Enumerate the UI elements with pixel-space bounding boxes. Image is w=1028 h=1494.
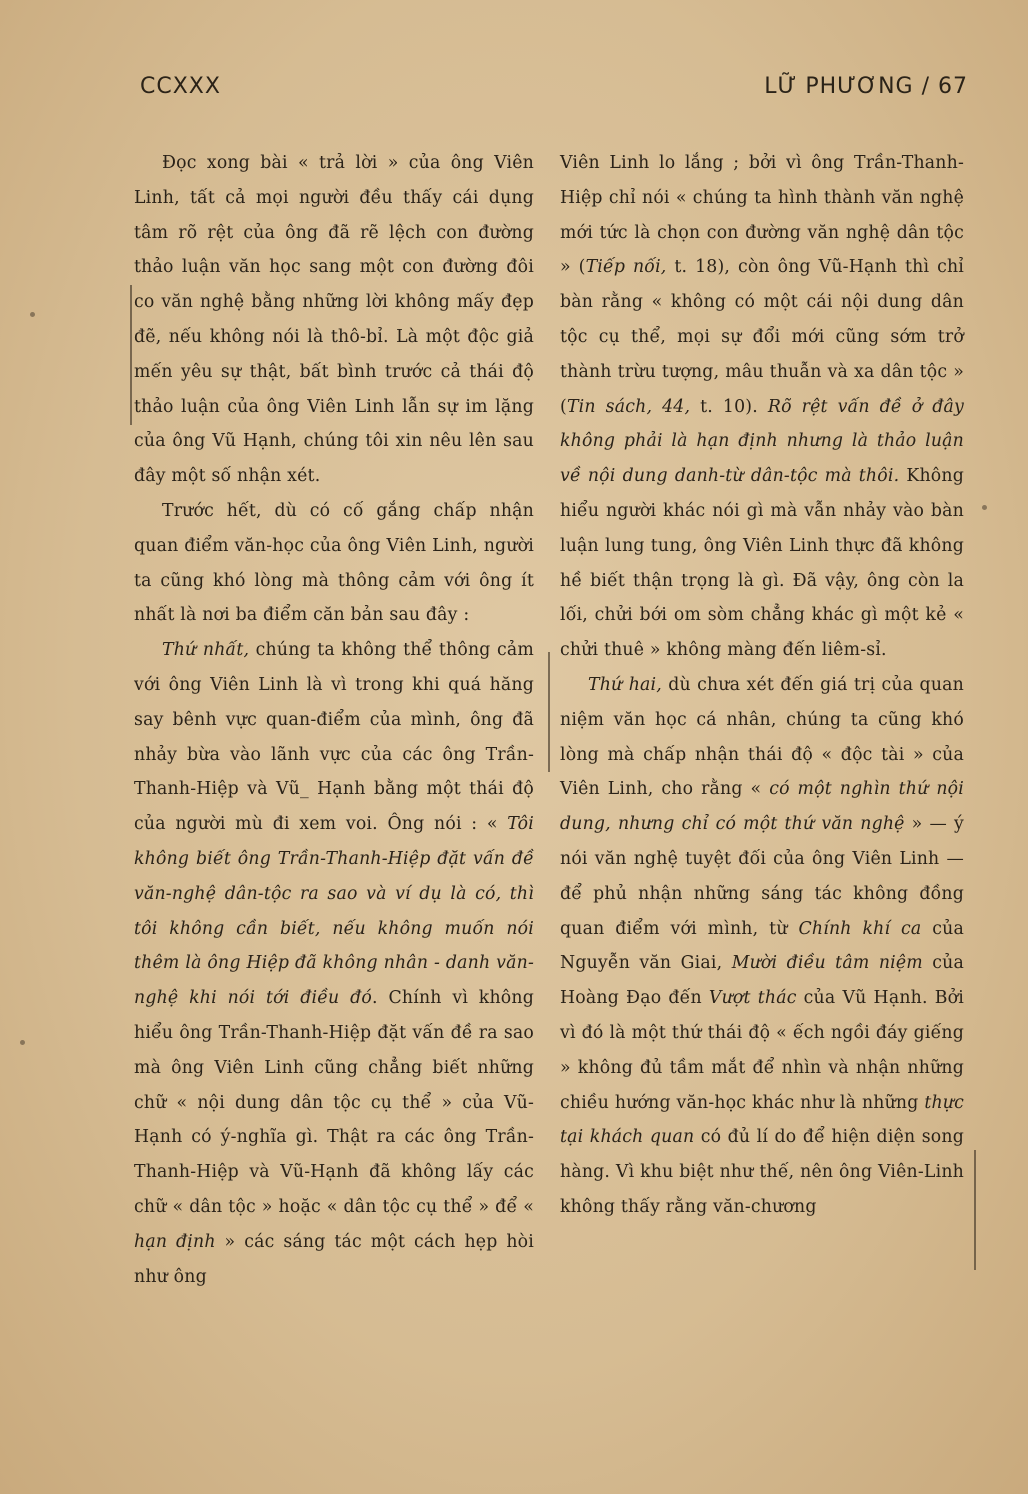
running-header bbox=[140, 74, 968, 114]
margin-pencil-mark bbox=[974, 1150, 976, 1270]
header-section-code: CCXXX bbox=[140, 74, 221, 99]
italic-text-run: thực tại khách quan bbox=[560, 1092, 964, 1148]
paper-spot bbox=[20, 1040, 25, 1045]
text-run: dù chưa xét đến giá trị của quan niệm văn học cá nhân, chúng ta cũng khó lòng mà chấp nhận thái độ « độc tài » của Viên Linh, cho rằng « bbox=[560, 674, 964, 800]
text-run: của Nguyễn văn Giai, bbox=[560, 918, 965, 974]
italic-text-run: hạn định bbox=[134, 1231, 216, 1252]
text-run: Không hiểu người khác nói gì mà vẫn nhảy vào bàn luận lung tung, ông Viên Linh thực đã không hề biết thận trọng là gì. Đã vậy, ông còn la lối, chửi bới om sòm chẳng khác gì một kẻ « chửi thuê » không màng đến liêm-sỉ. bbox=[560, 466, 964, 661]
text-run: » — ý nói văn nghệ tuyệt đối của ông Viên Linh — để phủ nhận những sáng tác không đồng quan điểm với mình, từ bbox=[560, 814, 965, 939]
italic-text-run: Tin sách, 44, bbox=[566, 396, 691, 417]
italic-text-run: Vượt thác bbox=[708, 988, 797, 1009]
paper-spot bbox=[982, 505, 987, 510]
italic-text-run: có một nghìn thứ nội dung, nhưng chỉ có một thứ văn nghệ bbox=[560, 779, 964, 835]
text-run: t. 18), còn ông Vũ-Hạnh thì chỉ bàn rằng « không có một cái nội dung dân tộc cụ thể, mọi sự đổi mới cũng sớm trở thành trừu tượng, mâu thuẫn và xa dân tộc » ( bbox=[560, 257, 965, 417]
right-text-column bbox=[560, 146, 964, 1225]
paragraph bbox=[560, 146, 964, 668]
text-run: . Chính vì không hiểu ông Trần-Thanh-Hiệp đặt vấn đề ra sao mà ông Viên Linh cũng chẳng biết những chữ « nội dung dân tộc cụ thể » của Vũ-Hạnh có ý-nghĩa gì. Thật ra các ông Trần-Thanh-Hiệp và Vũ-Hạnh đã không lấy các chữ « dân tộc » hoặc « dân tộc cụ thể » để « bbox=[134, 988, 534, 1217]
text-run: của Hoàng Đạo đến bbox=[560, 953, 964, 1009]
text-run: Đọc xong bài « trả lời » của ông Viên Linh, tất cả mọi người đều thấy cái dụng tâm rõ rệt của ông đã rẽ lệch con đường thảo luận văn học sang một con đường đôi co văn nghệ bằng những lời không mấy đẹp đẽ, nếu không nói là thô-bỉ. Là một độc giả mến yêu sự thật, bất bình trước cả thái độ thảo luận của ông Viên Linh lẫn sự im lặng của ông Vũ Hạnh, chúng tôi xin nêu lên sau đây một số nhận xét. bbox=[134, 153, 534, 487]
paragraph bbox=[134, 633, 534, 1294]
header-author-page: LỮ PHƯƠNG / 67 bbox=[764, 74, 968, 99]
left-text-column bbox=[134, 146, 534, 1294]
text-run: Trước hết, dù có cố gắng chấp nhận quan điểm văn-học của ông Viên Linh, người ta cũng khó lòng mà thông cảm với ông ít nhất là nơi ba điểm căn bản sau đây : bbox=[134, 500, 534, 626]
italic-text-run: Mười điều tâm niệm bbox=[731, 953, 923, 974]
italic-text-run: Thứ hai, bbox=[588, 674, 662, 695]
text-run: chúng ta không thể thông cảm với ông Viên Linh là vì trong khi quá hăng say bênh vực quan-điểm của mình, ông đã nhảy bừa vào lãnh vực của các ông Trần-Thanh-Hiệp và Vũ_ Hạnh bằng một thái độ của người mù đi xem voi. Ông nói : « bbox=[134, 640, 534, 835]
paragraph bbox=[134, 494, 534, 633]
text-run: có đủ lí do để hiện diện song hàng. Vì khu biệt như thế, nên ông Viên-Linh không thấy rằng văn-chương bbox=[560, 1127, 964, 1217]
italic-text-run: Thứ nhất, bbox=[162, 640, 250, 661]
italic-text-run: Chính khí ca bbox=[798, 918, 922, 939]
text-run: » các sáng tác một cách hẹp hòi như ông bbox=[134, 1231, 534, 1287]
margin-pencil-mark bbox=[548, 652, 550, 772]
paragraph bbox=[560, 668, 964, 1225]
paragraph bbox=[134, 146, 534, 494]
italic-text-run: Rõ rệt vấn đề ở đây không phải là hạn định nhưng là thảo luận về nội dung danh-từ dân-tộc mà thôi. bbox=[560, 396, 964, 487]
text-run: Viên Linh lo lắng ; bởi vì ông Trần-Thanh-Hiệp chỉ nói « chúng ta hình thành văn nghệ mới tức là chọn con đường văn nghệ dân tộc » ( bbox=[560, 153, 964, 278]
text-run: t. 10). bbox=[690, 396, 768, 417]
italic-text-run: Tiếp nối, bbox=[585, 257, 667, 278]
italic-text-run: Tôi không biết ông Trần-Thanh-Hiệp đặt vấn đề văn-nghệ dân-tộc ra sao và ví dụ là có, thì tôi không cần biết, nếu không muốn nói thêm là ông Hiệp đã không nhân - danh văn-nghệ khi nói tới điều đó bbox=[134, 814, 534, 1009]
margin-pencil-mark bbox=[130, 285, 132, 425]
text-run: của Vũ Hạnh. Bởi vì đó là một thứ thái độ « ếch ngồi đáy giếng » không đủ tầm mắt để nhìn và nhận những chiều hướng văn-học khác như là những bbox=[560, 988, 964, 1113]
paper-spot bbox=[30, 312, 35, 317]
